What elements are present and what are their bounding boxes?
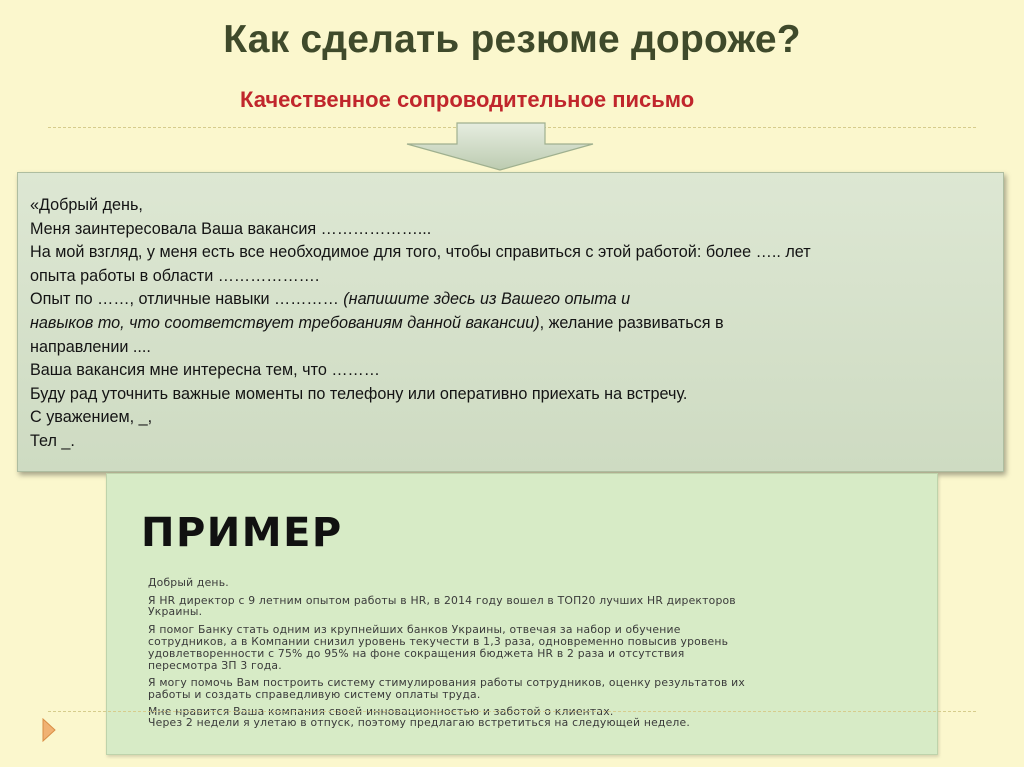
letter-line	[30, 312, 1003, 336]
letter-line: «Добрый день,	[30, 196, 143, 214]
letter-line: Ваша вакансия мне интересна тем, что ………	[30, 361, 380, 380]
letter-line	[30, 288, 1003, 312]
letter-text: , желание развиваться в	[539, 313, 724, 332]
letter-text: Опыт по ……, отличные навыки …………	[30, 290, 344, 309]
letter-line: Меня заинтересовала Ваша вакансия ………………...	[30, 219, 432, 238]
cover-letter-template	[17, 172, 1004, 472]
divider-bottom	[48, 711, 976, 712]
letter-hint-text: (напишите здесь из Вашего опыта и	[343, 290, 631, 309]
letter-line: опыта работы в области ……………….	[30, 266, 320, 285]
letter-line: Тел _.	[30, 431, 75, 450]
slide-subtitle: Качественное сопроводительное письмо	[240, 87, 695, 112]
example-line: Я помог Банку стать одним из крупнейших банков Украины, отвечая за набор и обучение	[148, 623, 681, 636]
letter-line: На мой взгляд, у меня есть все необходимое для того, чтобы справиться с этой работой: более ….. лет	[30, 243, 811, 262]
example-line: Украины.	[148, 605, 203, 618]
example-line: сотрудников, а в Компании снизил уровень текучести в 1,3 раза, одновременно повысив уровень	[148, 635, 729, 648]
example-line: работы и создать справедливую систему оплаты труда.	[148, 688, 481, 701]
example-line: пересмотра ЗП 3 года.	[148, 659, 282, 672]
letter-line: Буду рад уточнить важные моменты по телефону или оперативно приехать на встречу.	[30, 384, 688, 403]
example-line: удовлетворенности с 75% до 95% на фоне сокращения бюджета HR в 2 раза и отсутствия	[148, 647, 685, 660]
example-line: Мне нравится Ваша компания своей инновационностью и заботой о клиентах.	[148, 705, 614, 718]
letter-line: С уважением, _,	[30, 408, 153, 427]
example-letter-image	[106, 473, 938, 755]
example-line: Я могу помочь Вам построить систему стимулирования работы сотрудников, оценку результатов их	[148, 676, 745, 689]
bullet-arrow-icon	[42, 718, 56, 742]
example-line: Через 2 недели я улетаю в отпуск, поэтому предлагаю встретиться на следующей неделе.	[148, 716, 691, 729]
example-line: Я HR директор с 9 летним опытом работы в HR, в 2014 году вошел в ТОП20 лучших HR директоров	[148, 594, 736, 607]
slide-title: Как сделать резюме дороже?	[223, 18, 801, 61]
down-arrow-icon	[405, 122, 595, 172]
letter-hint-text: навыков то, что соответствует требованиям данной вакансии)	[30, 313, 540, 332]
example-heading: ПРИМЕР	[141, 510, 343, 556]
letter-line: направлении ....	[30, 337, 151, 356]
example-line: Добрый день.	[148, 576, 229, 589]
